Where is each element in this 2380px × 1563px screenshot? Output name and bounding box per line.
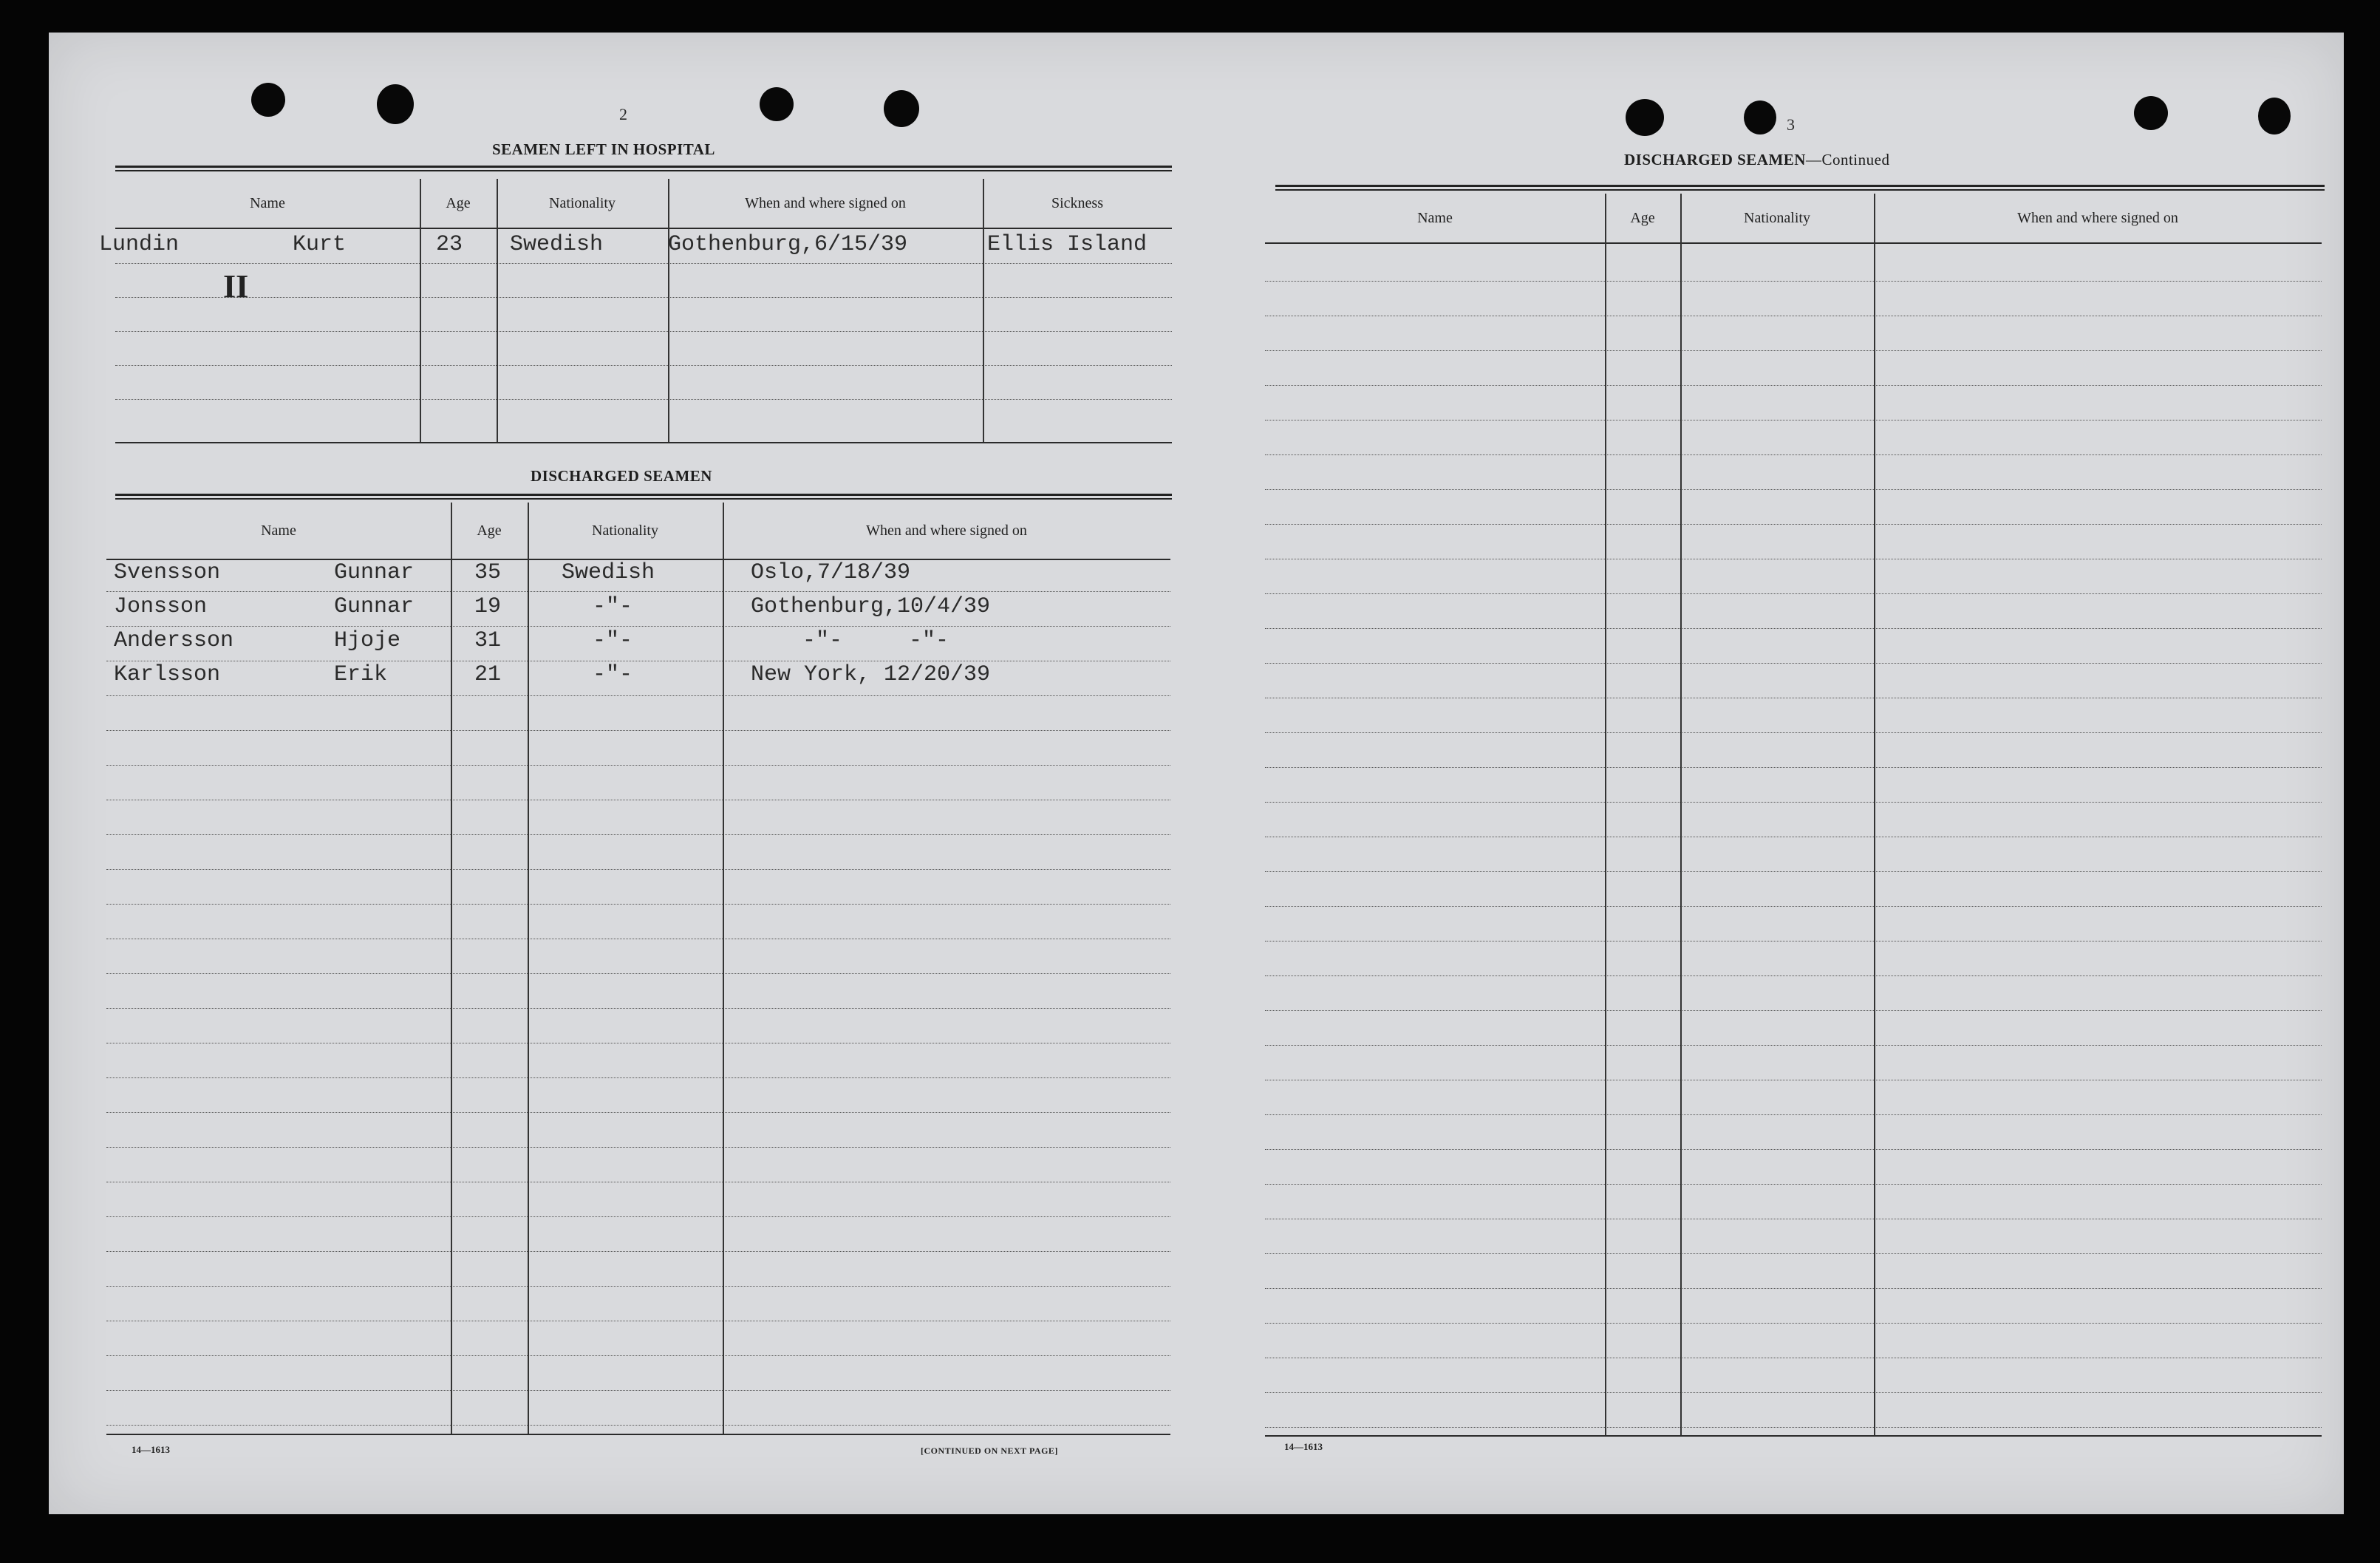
table-row <box>106 765 1170 766</box>
hospital-entry-age: 23 <box>436 232 463 257</box>
discharged-entry-surname: Andersson <box>114 628 234 653</box>
discharged-entry-age: 31 <box>474 628 502 653</box>
punch-hole <box>1626 99 1664 136</box>
hospital-entry-nationality: Swedish <box>510 232 604 257</box>
column-divider <box>1605 194 1606 1435</box>
discharged-entry-given-name: Gunnar <box>334 594 415 619</box>
column-divider <box>723 503 724 1434</box>
column-divider <box>1874 194 1875 1435</box>
table-row <box>115 331 1172 332</box>
discharged-entry-nationality: -"- <box>593 628 633 653</box>
table-row <box>1265 802 2322 803</box>
header-age: Age <box>446 194 471 211</box>
table-row <box>1265 524 2322 525</box>
discharged-entry-given-name: Gunnar <box>334 560 415 585</box>
right-section-title-main: DISCHARGED SEAMEN <box>1624 151 1806 168</box>
double-rule <box>115 494 1172 500</box>
table-row <box>1265 593 2322 594</box>
punch-hole <box>377 84 414 124</box>
table-row <box>106 626 1170 627</box>
table-row <box>1265 975 2322 976</box>
table-row <box>106 1390 1170 1391</box>
form-number-right: 14—1613 <box>1284 1441 1323 1452</box>
column-divider <box>420 179 421 442</box>
header-name: Name <box>261 522 296 539</box>
table-row <box>115 297 1172 298</box>
table-row <box>1265 454 2322 455</box>
hospital-section-title: SEAMEN LEFT IN HOSPITAL <box>492 140 715 158</box>
discharged-entry-surname: Svensson <box>114 560 221 585</box>
table-row <box>1265 489 2322 490</box>
table-row <box>1265 385 2322 386</box>
hospital-entry-surname: Lundin <box>99 232 180 257</box>
table-row <box>1265 1323 2322 1324</box>
header-nationality: Nationality <box>592 522 658 539</box>
table-row <box>106 973 1170 974</box>
table-row <box>106 1425 1170 1426</box>
discharged-entry-signed-on: Gothenburg,10/4/39 <box>751 594 991 619</box>
form-number-left: 14—1613 <box>132 1444 170 1455</box>
table-row <box>106 869 1170 870</box>
discharged-entry-signed-on: -"- -"- <box>802 628 949 653</box>
punch-hole <box>2258 98 2291 134</box>
header-age: Age <box>1630 209 1655 226</box>
table-row <box>1265 1149 2322 1150</box>
table-row <box>115 365 1172 366</box>
column-divider <box>1680 194 1682 1435</box>
table-row <box>1265 871 2322 872</box>
punch-hole <box>884 90 919 127</box>
table-row <box>115 263 1172 264</box>
hospital-entry-sickness: Ellis Island <box>987 232 1148 257</box>
hospital-entry-given-name: Kurt <box>293 232 347 257</box>
header-name: Name <box>250 194 285 211</box>
table-row <box>106 1077 1170 1078</box>
discharged-entry-given-name: Hjoje <box>334 628 401 653</box>
table-row <box>106 730 1170 731</box>
table-row <box>1265 732 2322 733</box>
page-number-right: 3 <box>1787 115 1795 134</box>
table-row <box>106 695 1170 696</box>
discharged-section-title: DISCHARGED SEAMEN <box>531 467 712 485</box>
discharged-table <box>106 503 1170 1435</box>
column-divider <box>983 179 984 442</box>
punch-hole <box>760 87 794 121</box>
column-divider <box>451 503 452 1434</box>
table-row <box>106 1147 1170 1148</box>
continued-on-next-page: [CONTINUED ON NEXT PAGE] <box>921 1445 1058 1456</box>
discharged-entry-nationality: Swedish <box>562 560 655 585</box>
column-divider <box>497 179 498 442</box>
column-divider <box>528 503 529 1434</box>
header-sickness: Sickness <box>1051 194 1103 211</box>
header-nationality: Nationality <box>1744 209 1810 226</box>
table-row <box>1265 1253 2322 1254</box>
handwritten-mark: II <box>223 268 249 304</box>
double-rule <box>1275 185 2325 191</box>
discharged-entry-signed-on: New York, 12/20/39 <box>751 662 991 687</box>
table-row <box>1265 1392 2322 1393</box>
discharged-continued-table <box>1265 194 2322 1437</box>
right-section-title-continued: —Continued <box>1805 151 1890 168</box>
discharged-entry-age: 19 <box>474 594 502 619</box>
discharged-table-header <box>106 503 1170 560</box>
table-row <box>1265 350 2322 351</box>
table-row <box>106 591 1170 592</box>
discharged-entry-age: 21 <box>474 662 502 687</box>
table-row <box>1265 1288 2322 1289</box>
table-row <box>1265 628 2322 629</box>
table-row <box>106 1355 1170 1356</box>
scanned-form-sheet <box>49 33 2344 1514</box>
discharged-entry-surname: Karlsson <box>114 662 221 687</box>
table-row <box>1265 767 2322 768</box>
table-row <box>1265 1184 2322 1185</box>
table-row <box>1265 281 2322 282</box>
table-row <box>106 1286 1170 1287</box>
header-age: Age <box>477 522 502 539</box>
table-row <box>1265 1427 2322 1428</box>
punch-hole <box>1744 101 1776 134</box>
discharged-entry-nationality: -"- <box>593 594 633 619</box>
table-row <box>106 904 1170 905</box>
hospital-table-header <box>115 179 1172 229</box>
double-rule <box>115 166 1172 171</box>
table-row <box>106 834 1170 835</box>
table-row <box>1265 906 2322 907</box>
discharged-entry-given-name: Erik <box>334 662 388 687</box>
page-number-left: 2 <box>619 105 627 123</box>
punch-hole <box>2134 96 2168 130</box>
table-row <box>106 1251 1170 1252</box>
hospital-table <box>115 179 1172 443</box>
table-row <box>1265 1114 2322 1115</box>
discharged-entry-age: 35 <box>474 560 502 585</box>
hospital-entry-signed-on: Gothenburg,6/15/39 <box>668 232 908 257</box>
table-row <box>1265 1010 2322 1011</box>
table-row <box>115 399 1172 400</box>
table-row <box>106 1216 1170 1217</box>
header-nationality: Nationality <box>549 194 616 211</box>
table-row <box>106 1008 1170 1009</box>
table-row <box>106 1112 1170 1113</box>
discharged-entry-nationality: -"- <box>593 662 633 687</box>
table-row <box>1265 1045 2322 1046</box>
header-signed-on: When and where signed on <box>866 522 1027 539</box>
header-name: Name <box>1417 209 1453 226</box>
header-signed-on: When and where signed on <box>2017 209 2178 226</box>
table-row <box>1265 663 2322 664</box>
discharged-continued-header <box>1265 194 2322 244</box>
discharged-entry-signed-on: Oslo,7/18/39 <box>751 560 911 585</box>
punch-hole <box>251 83 285 117</box>
column-divider <box>668 179 669 442</box>
header-signed-on: When and where signed on <box>745 194 906 211</box>
right-section-title <box>1624 151 1889 169</box>
discharged-entry-surname: Jonsson <box>114 594 208 619</box>
